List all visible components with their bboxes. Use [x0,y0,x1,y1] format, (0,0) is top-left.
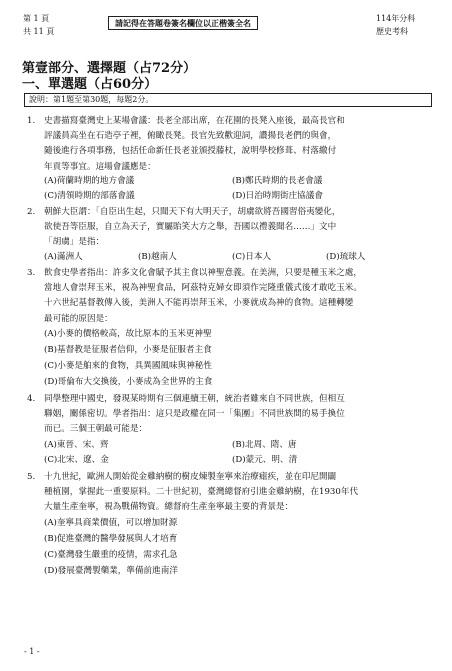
question-number: 3. [27,268,36,278]
option-c: (C)臺灣發生嚴重的疫情，需求孔急 [44,550,178,560]
option-b: (B)鄭氏時期的長老會議 [232,176,323,186]
stem-line: 聯姻，關係密切。學者指出：這只是政權在同一「集團」不同世族間的易手換位 [44,409,345,420]
option-d: (D)發展臺灣製藥業，準備前進南洋 [44,566,178,576]
part-title: 第壹部分、選擇題（占72分） [22,61,197,76]
exam-year: 114年分科 [376,14,416,23]
question-stem [44,470,426,516]
stem-line: 年貢等事宜。這場會議應是： [44,161,156,172]
option-c: (C)清領時期的部落會議 [44,191,135,201]
stem-line: 種植園，掌握此一重要原料。二十世紀初，臺灣總督府引進金雞納樹，在1930年代 [44,487,359,498]
option-a: (A)荷蘭時期的地方會議 [44,176,135,186]
stem-line: 大量生產奎寧，視為戰備物資。總督府生產奎寧最主要的背景是： [44,502,294,513]
stem-line: 隨後進行各項事務，包括任命新任長老並頒授藤杖，說明學校修葺、村落繳付 [44,146,337,157]
stem-line: 朝鮮大臣謂：「自臣出生起，只聞天下有大明天子，胡虜欲將吾國習俗夷變化， [44,207,341,217]
question-number: 5. [27,472,36,482]
total-pages: 共 11 頁 [23,27,55,36]
section-title: 一、單選題（占60分） [22,77,158,92]
question-stem [44,114,426,175]
page-indicator: 第 1 頁 [23,14,50,23]
stem-line: 十九世紀，歐洲人開始從金雞納樹的樹皮煉製奎寧來治療瘧疾，並在印尼開闢 [44,472,337,482]
question-number: 2. [27,207,36,217]
stem-line: 欲使吾等臣服，自立為天子，實屬貽笑大方之舉，吾國以禮義聞名……」文中 [44,222,337,233]
question-stem [44,392,426,438]
option-a: (A)小麥的價格較高，故比原本的玉米更神聖 [44,329,212,339]
option-b: (B)促進臺灣的醫學發展與人才培育 [44,534,178,544]
option-c: (C)小麥是舶來的食物，具異國風味與神秘性 [44,361,212,371]
signature-notice: 請記得在答題卷簽名欄位以正楷簽全名 [108,16,258,30]
option-d: (D)蒙元、明、清 [232,455,298,465]
stem-line: 同學整理中國史，發現某時期有三個連續王朝，統治者雖來自不同世族，但相互 [44,394,345,404]
option-a: (A)東晉、宋、齊 [44,440,109,450]
option-b: (B)越南人 [138,252,177,262]
option-c: (C)北宋、遼、金 [44,455,109,465]
stem-line: 最可能的原因是： [44,313,113,324]
instruction-box: 說明：第1題至第30題，每題2分。 [24,93,432,107]
exam-subject: 歷史考科 [376,27,408,36]
stem-line: 十六世紀基督教傳入後，美洲人不能再崇拜玉米，小麥就成為神的食物。這種轉變 [44,298,354,309]
option-d: (D)哥倫布大交換後，小麥成為全世界的主食 [44,377,213,387]
option-d: (D)日治時期街庄協議會 [232,191,323,201]
stem-line: 而已。三個王朝最可能是： [44,424,148,435]
stem-line: 當地人會崇拜玉米，視為神聖食品，阿茲特克婦女即須作完隆重儀式後才敢吃玉米。 [44,283,362,294]
question-stem [44,266,426,327]
question-stem [44,205,426,251]
question-number: 4. [27,394,36,404]
option-d: (D)琉球人 [326,252,366,262]
stem-line: 評議員高坐在石造亭子裡，俯瞰長凳。長官先致歡迎詞，讚揚長老們的與會， [44,131,337,142]
stem-line: 飲食史學者指出：許多文化會賦予其主食以神聖意義。在美洲，只要是種玉米之處， [44,268,362,278]
stem-line: 「胡虜」是指： [44,237,105,248]
option-b: (B)北周、隋、唐 [232,440,297,450]
option-c: (C)日本人 [232,252,272,262]
option-b: (B)基督教是征服者信仰，小麥是征服者主食 [44,345,212,355]
page-number: - 1 - [24,647,40,656]
stem-line: 史書描寫臺灣史上某場會議：長老全部出席，在花園的長凳入座後，最高長官和 [44,116,345,126]
option-a: (A)奎寧具商業價值，可以增加財源 [44,518,178,528]
question-number: 1. [27,116,36,126]
option-a: (A)滿洲人 [44,252,83,262]
